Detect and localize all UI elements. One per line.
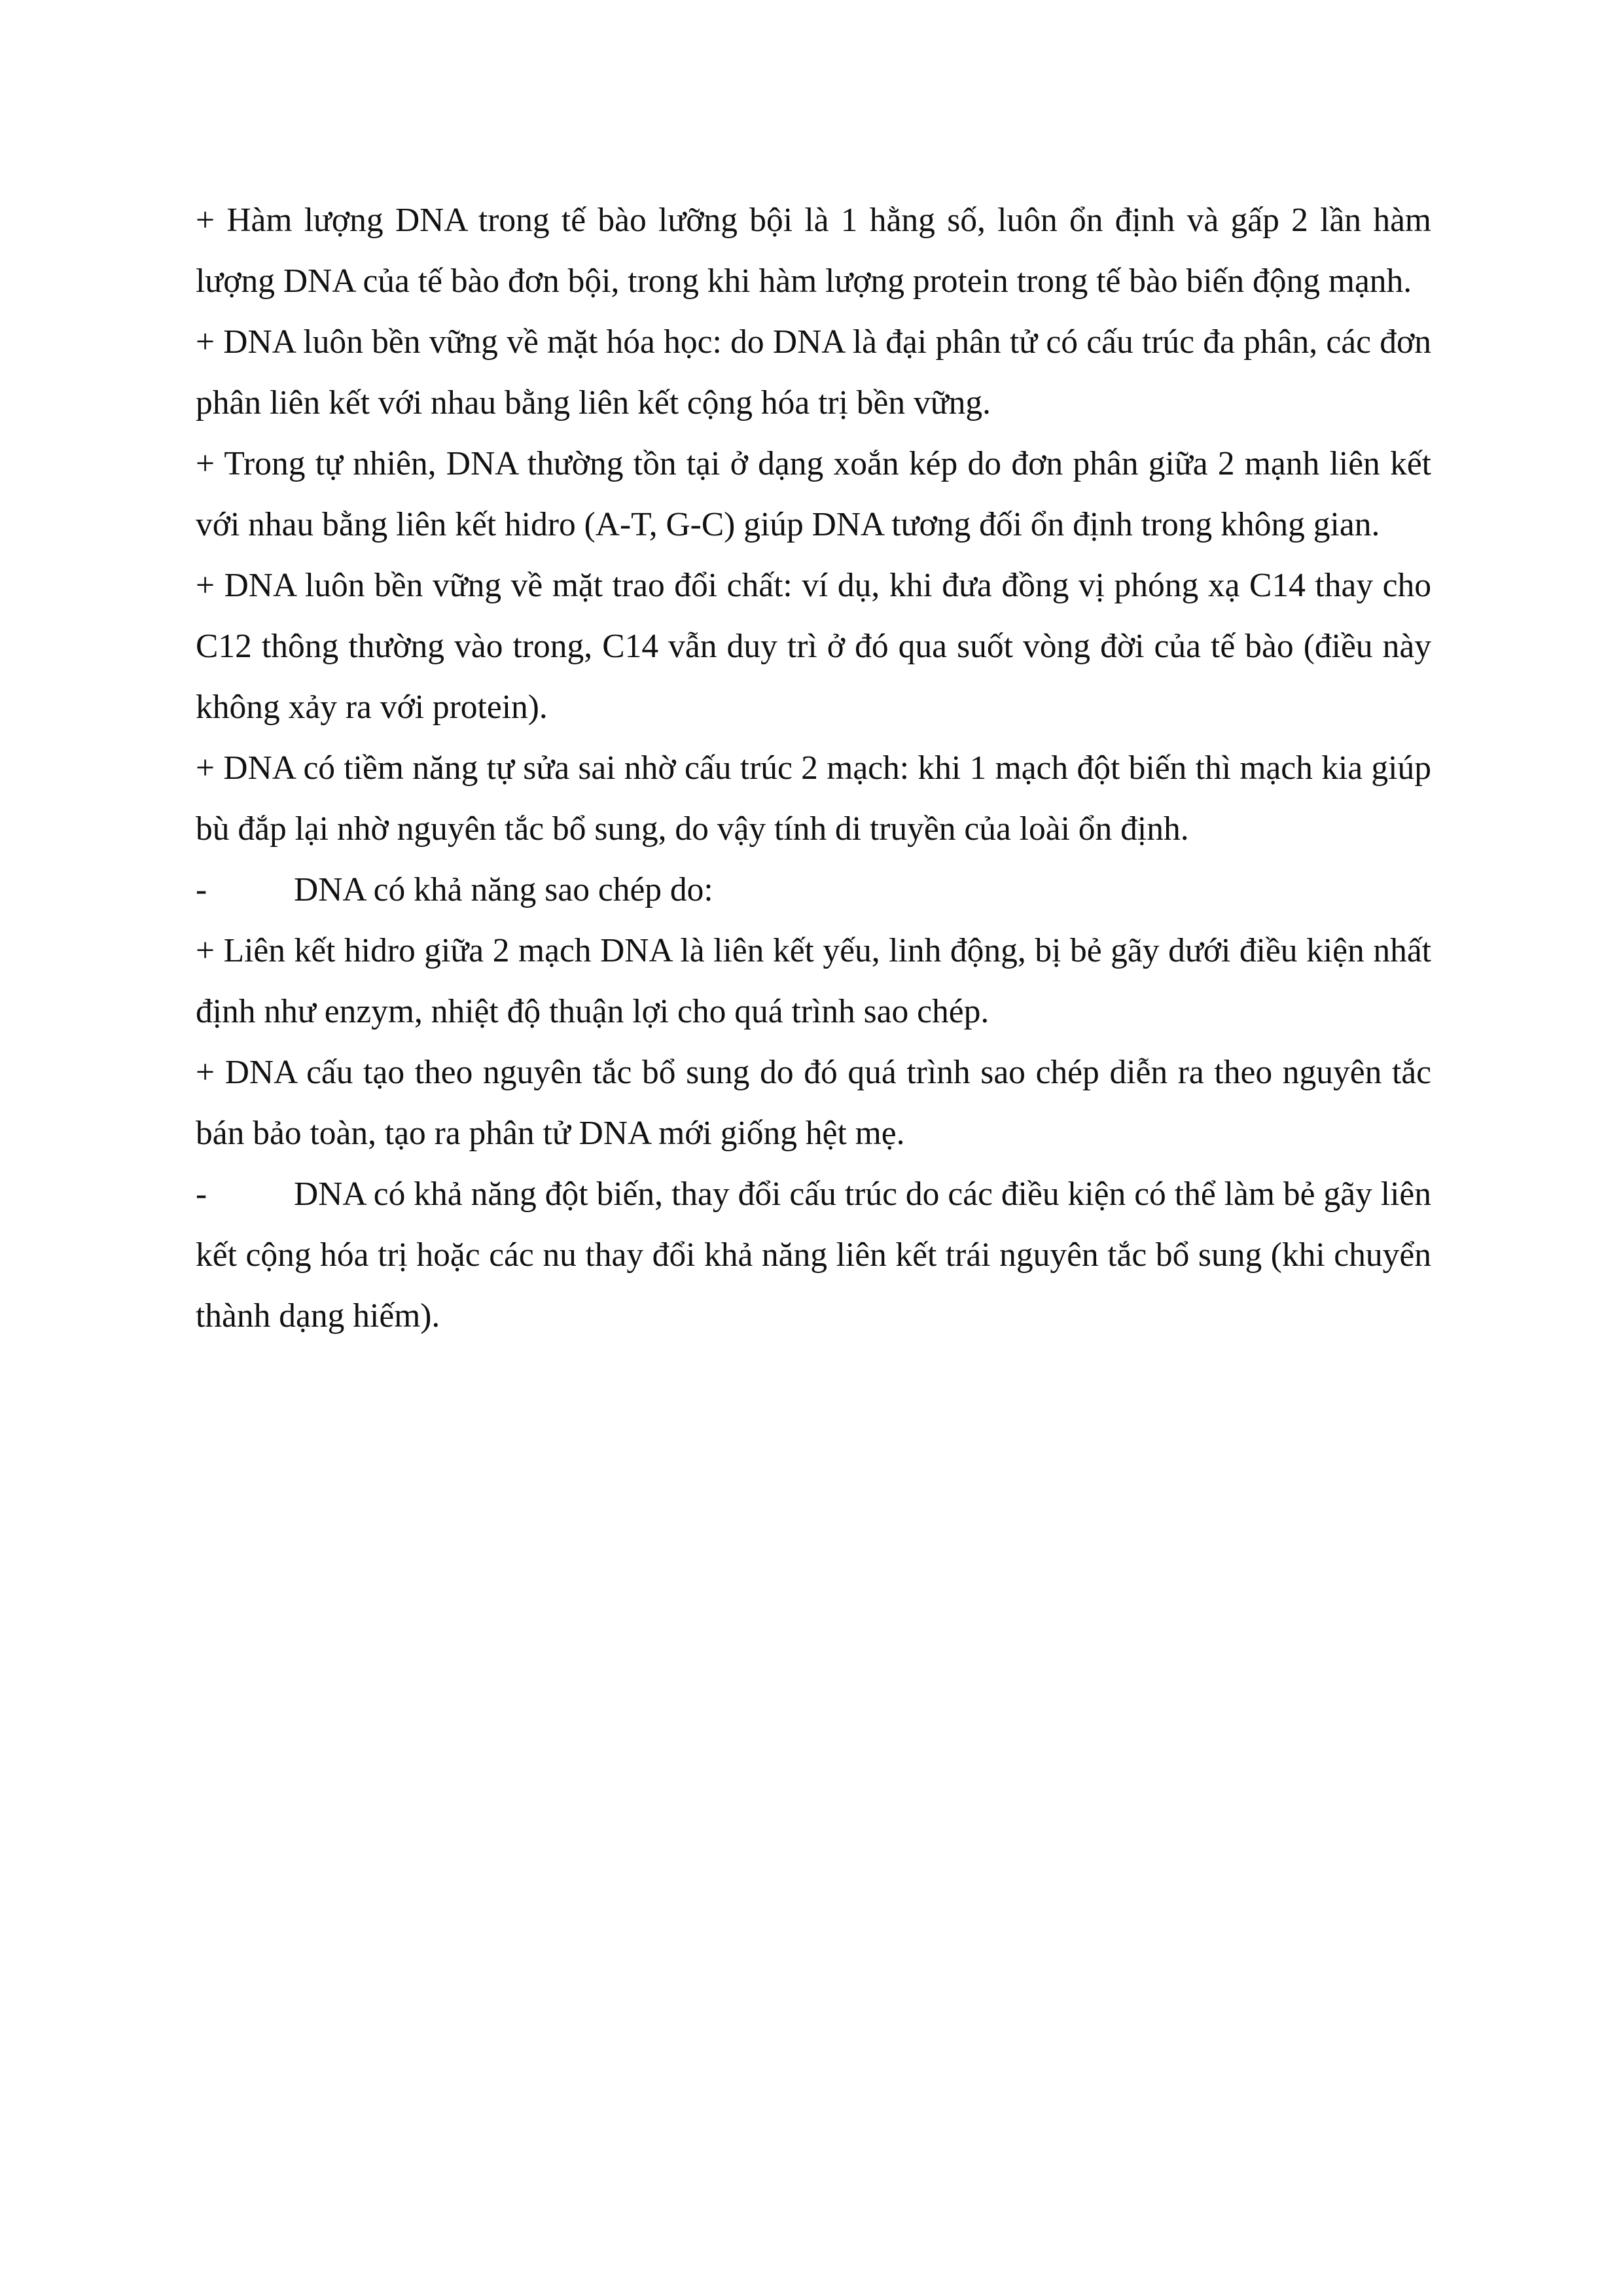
paragraph-dna-double-helix: + Trong tự nhiên, DNA thường tồn tại ở dạng xoắn kép do đơn phân giữa 2 mạnh liên kết với nhau bằng liên kết hidro (A-T, G-C) giúp DNA tương đối ổn định trong không gian.: [196, 445, 1431, 543]
paragraph-dna-content-constant: + Hàm lượng DNA trong tế bào lưỡng bội là 1 hằng số, luôn ổn định và gấp 2 lần hàm lượng DNA của tế bào đơn bội, trong khi hàm lượng protein trong tế bào biến động mạnh.: [196, 202, 1431, 300]
list-item-replication: [196, 859, 1431, 920]
document-body: [196, 190, 1431, 1346]
dash-marker: -: [196, 871, 207, 908]
paragraph-dna-self-repair: + DNA có tiềm năng tự sửa sai nhờ cấu trúc 2 mạch: khi 1 mạch đột biến thì mạch kia giúp bù đắp lại nhờ nguyên tắc bổ sung, do vậy tính di truyền của loài ổn định.: [196, 749, 1431, 848]
paragraph-hydrogen-bonds: + Liên kết hidro giữa 2 mạch DNA là liên kết yếu, linh động, bị bẻ gãy dưới điều kiện nhất định như enzym, nhiệt độ thuận lợi cho quá trình sao chép.: [196, 932, 1431, 1030]
paragraph-dna-metabolic-stability: + DNA luôn bền vững về mặt trao đổi chất: ví dụ, khi đưa đồng vị phóng xạ C14 thay cho C12 thông thường vào trong, C14 vẫn duy trì ở đó qua suốt vòng đời của tế bào (điều này không xảy ra với protein).: [196, 567, 1431, 726]
paragraph-complementary-principle: + DNA cấu tạo theo nguyên tắc bổ sung do đó quá trình sao chép diễn ra theo nguyên tắc bán bảo toàn, tạo ra phân tử DNA mới giống hệt mẹ.: [196, 1054, 1431, 1152]
list-item-text: DNA có khả năng sao chép do:: [294, 871, 713, 908]
list-item-mutation: [196, 1164, 1431, 1346]
list-item-text: DNA có khả năng đột biến, thay đổi cấu trúc do các điều kiện có thể làm bẻ gãy liên kết cộng hóa trị hoặc các nu thay đổi khả năng liên kết trái nguyên tắc bổ sung (khi chuyển thành dạng hiếm).: [196, 1175, 1431, 1335]
dash-marker: -: [196, 1175, 207, 1213]
paragraph-dna-chemical-stability: + DNA luôn bền vững về mặt hóa học: do DNA là đại phân tử có cấu trúc đa phân, các đơn phân liên kết với nhau bằng liên kết cộng hóa trị bền vững.: [196, 323, 1431, 422]
